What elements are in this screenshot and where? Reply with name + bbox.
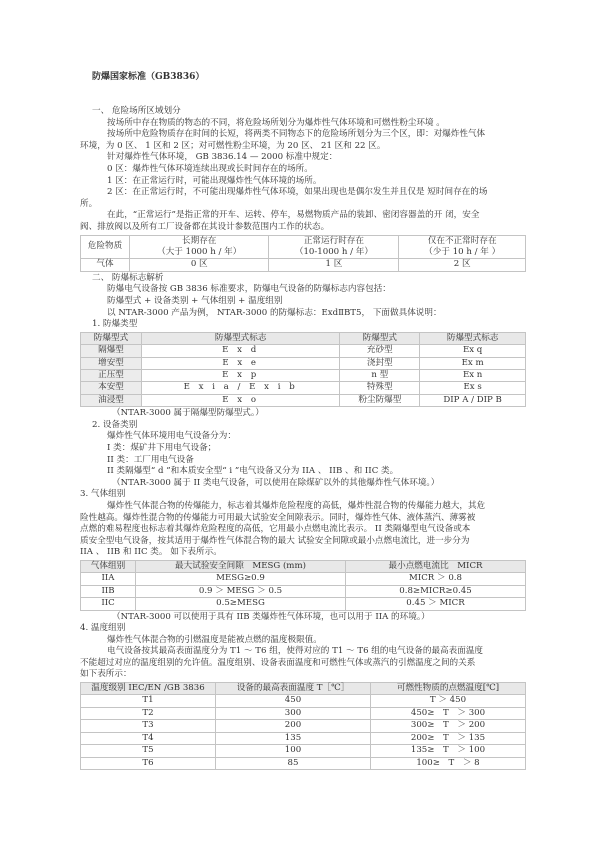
table-cell: MICR ＞ 0.8 — [346, 573, 526, 585]
table-cell: E x d — [142, 345, 340, 357]
paragraph: 爆炸性气体混合物的传爆能力，标志着其爆炸危险程度的高低，爆炸性混合物的传爆能力越大，其危 — [107, 500, 486, 511]
table-row — [81, 585, 526, 597]
paragraph: 电气设备按其最高表面温度分为 T1 ～ T6 组，使得对应的 T1 ～ T6 组的电气设备的最高表面温度 — [107, 646, 484, 657]
table-cell: 粉尘防爆型 — [340, 394, 420, 406]
table-row — [81, 598, 526, 610]
table-row — [81, 259, 526, 271]
table-cell: 本安型 — [81, 382, 142, 394]
table-header-cell: 长期存在 （大于 1000 h / 年） — [130, 235, 269, 259]
paragraph: I 类：煤矿井下用电气设备； — [107, 442, 217, 453]
table-cell: 充砂型 — [340, 345, 420, 357]
table-header-cell: 正常运行时存在 （10-1000 h / 年） — [269, 235, 399, 259]
explosion-type-table — [80, 332, 526, 407]
table-cell: 300≥ T ＞ 200 — [371, 720, 526, 732]
table-row — [81, 369, 526, 381]
table-row — [81, 573, 526, 585]
table-cell: 增安型 — [81, 357, 142, 369]
table-cell: T3 — [81, 720, 216, 732]
table-header-cell: 防爆型式 — [340, 332, 420, 344]
temperature-group-table — [80, 682, 526, 770]
paragraph: 质安全型电气设备，按其适用于爆炸性气体混合物的最大 试验安全间隙或最小点燃电流比，进一步分为 — [80, 535, 470, 546]
subsection-heading: 1. 防爆类型 — [92, 319, 138, 330]
paragraph: 爆炸性气体混合物的引燃温度是能被点燃的温度极限值。 — [107, 634, 322, 645]
table-cell: IIB — [81, 585, 136, 597]
paragraph: II 类隔爆型“ d ”和本质安全型“ i ”电气设备又分为 IIA 、 IIB 、和 IIC 类。 — [107, 466, 399, 477]
subsection-heading: 3. 气体组别 — [80, 489, 126, 500]
table-cell: 特殊型 — [340, 382, 420, 394]
section-heading: 一、 危险场所区域划分 — [92, 106, 181, 116]
table-header-cell: 可燃性物质的点燃温度[℃] — [371, 683, 526, 695]
paragraph: IIA 、 IIB 和 IIC 类。 如下表所示。 — [80, 547, 222, 558]
note: （NTAR-3000 属于 II 类电气设备，可以使用在除煤矿以外的其他爆炸性气体环境。） — [112, 477, 440, 488]
paragraph: 在此，“正常运行”是指正常的开车、运转、停车，易燃物质产品的装卸、密闭容器盖的开 闭，安全 — [107, 210, 480, 221]
table-row — [81, 357, 526, 369]
table-cell: DIP A / DIP B — [420, 394, 526, 406]
table-cell: Ex m — [420, 357, 526, 369]
table-cell: 200≥ T ＞ 135 — [371, 732, 526, 744]
table-header-cell: 设备的最高表面温度 T［℃］ — [216, 683, 371, 695]
table-cell: MESG≥0.9 — [136, 573, 346, 585]
table-cell: 0.45 ＞ MICR — [346, 598, 526, 610]
table-cell: 油浸型 — [81, 394, 142, 406]
paragraph: 2 区：在正常运行时，不可能出现爆炸性气体环境，如果出现也是偶尔发生并且仅是 短时间存在的场 — [107, 187, 488, 198]
table-header-cell: 最小点燃电流比 MICR — [346, 560, 526, 572]
table-cell: Ex q — [420, 345, 526, 357]
table-header-cell: 仅在不正常时存在 （少于 10 h / 年 ） — [399, 235, 526, 259]
paragraph: 爆炸性气体环境用电气设备分为： — [107, 431, 236, 442]
subsection-heading: 2. 设备类别 — [92, 419, 138, 430]
table-cell: 2 区 — [399, 259, 526, 271]
table-cell: 200 — [216, 720, 371, 732]
table-header-cell: 防爆型式标志 — [420, 332, 526, 344]
table-header-cell: 温度级别 IEC/EN /GB 3836 — [81, 683, 216, 695]
table-cell: T ＞ 450 — [371, 695, 526, 707]
subsection-heading: 4. 温度组别 — [80, 623, 126, 634]
note: （NTAR-3000 属于隔爆型防爆型式。） — [112, 408, 264, 419]
paragraph: II 类：工厂用电气设备 — [107, 454, 194, 465]
table-cell: 隔爆型 — [81, 345, 142, 357]
paragraph: 如下表所示： — [80, 669, 132, 680]
gas-group-table — [80, 560, 526, 611]
table-row — [81, 745, 526, 757]
table-row — [81, 707, 526, 719]
table-cell: 浇封型 — [340, 357, 420, 369]
paragraph: 点燃的难易程度也标志着其爆炸危险程度的高低，它用最小点燃电流比表示。 II 类隔爆型电气设备或本 — [80, 524, 471, 535]
table-cell: E x p — [142, 369, 340, 381]
table-cell: 450≥ T ＞ 300 — [371, 707, 526, 719]
paragraph: 不能超过对应的温度组别的允许值。温度组别、设备表面温度和可燃性气体或蒸汽的引燃温度之间的关系 — [80, 657, 476, 668]
table-row — [81, 720, 526, 732]
paragraph: 险性越高。爆炸性混合物的传爆能力可用最大试验安全间隙表示。同时，爆炸性气体、液体蒸汽、薄雾被 — [80, 512, 476, 523]
paragraph: 针对爆炸性气体环境， GB 3836.14 — 2000 标准中规定： — [107, 152, 338, 163]
table-cell: T1 — [81, 695, 216, 707]
paragraph: 0 区：爆炸性气体环境连续出现或长时间存在的场所。 — [107, 163, 313, 174]
table-cell: 0.5≥MESG — [136, 598, 346, 610]
section-heading: 二、 防爆标志解析 — [92, 272, 164, 283]
table-header-cell: 防爆型式标志 — [142, 332, 340, 344]
table-cell: 85 — [216, 757, 371, 769]
note: （NTAR-3000 可以使用于具有 IIB 类爆炸性气体环境，也可以用于 IIA 的环境。） — [112, 611, 430, 622]
table-cell: E x e — [142, 357, 340, 369]
table-row — [81, 394, 526, 406]
table-header-cell: 危险物质 — [81, 235, 130, 259]
zone-table — [80, 235, 526, 272]
paragraph: 以 NTAR-3000 产品为例， NTAR-3000 的防爆标志：ExdⅡBT5， 下面做具体说明： — [107, 307, 442, 318]
table-cell: IIC — [81, 598, 136, 610]
table-header-cell: 气体组别 — [81, 560, 136, 572]
paragraph: 防爆型式 + 设备类别 + 气体组别 + 温度组别 — [107, 295, 283, 306]
table-row — [81, 757, 526, 769]
table-cell: Ex s — [420, 382, 526, 394]
table-cell: 正压型 — [81, 369, 142, 381]
table-cell: E x o — [142, 394, 340, 406]
table-cell: 135≥ T ＞ 100 — [371, 745, 526, 757]
table-cell: T4 — [81, 732, 216, 744]
table-cell: 气体 — [81, 259, 130, 271]
table-row — [81, 732, 526, 744]
paragraph: 按场所中存在物质的物态的不同，将危险场所划分为爆炸性气体环境和可燃性粉尘环境 。 — [107, 117, 445, 128]
paragraph: 环境，为 0 区、 1 区和 2 区；对可燃性粉尘环境，为 20 区、 21 区和 22 区。 — [80, 140, 386, 151]
table-header-cell: 最大试验安全间隙 MESG (mm) — [136, 560, 346, 572]
table-row — [81, 382, 526, 394]
table-row — [81, 345, 526, 357]
paragraph: 阀、排放阀以及所有工厂设备都在其设计参数范围内工作的状态。 — [80, 221, 330, 232]
table-cell: 1 区 — [269, 259, 399, 271]
table-header-cell: 防爆型式 — [81, 332, 142, 344]
table-cell: 0 区 — [130, 259, 269, 271]
document-title: 防爆国家标准（GB3836） — [92, 72, 205, 82]
table-cell: T6 — [81, 757, 216, 769]
table-cell: 100 — [216, 745, 371, 757]
table-cell: E x i a / E x i b — [142, 382, 340, 394]
table-cell: 450 — [216, 695, 371, 707]
table-cell: 0.9 ＞ MESG ＞ 0.5 — [136, 585, 346, 597]
table-cell: IIA — [81, 573, 136, 585]
table-cell: 0.8≥MICR≥0.45 — [346, 585, 526, 597]
table-cell: T5 — [81, 745, 216, 757]
table-cell: 300 — [216, 707, 371, 719]
table-row — [81, 695, 526, 707]
table-cell: T2 — [81, 707, 216, 719]
paragraph: 所。 — [80, 198, 98, 209]
table-cell: 135 — [216, 732, 371, 744]
table-cell: Ex n — [420, 369, 526, 381]
paragraph: 按场所中危险物质存在时间的长短，将两类不同物态下的危险场所划分为三个区，即：对爆炸性气体 — [107, 129, 486, 140]
table-cell: n 型 — [340, 369, 420, 381]
table-cell: 100≥ T ＞ 8 — [371, 757, 526, 769]
paragraph: 防爆电气设备按 GB 3836 标准要求，防爆电气设备的防爆标志内容包括： — [107, 284, 391, 295]
paragraph: 1 区：在正常运行时，可能出现爆炸性气体环境的场所。 — [107, 175, 322, 186]
